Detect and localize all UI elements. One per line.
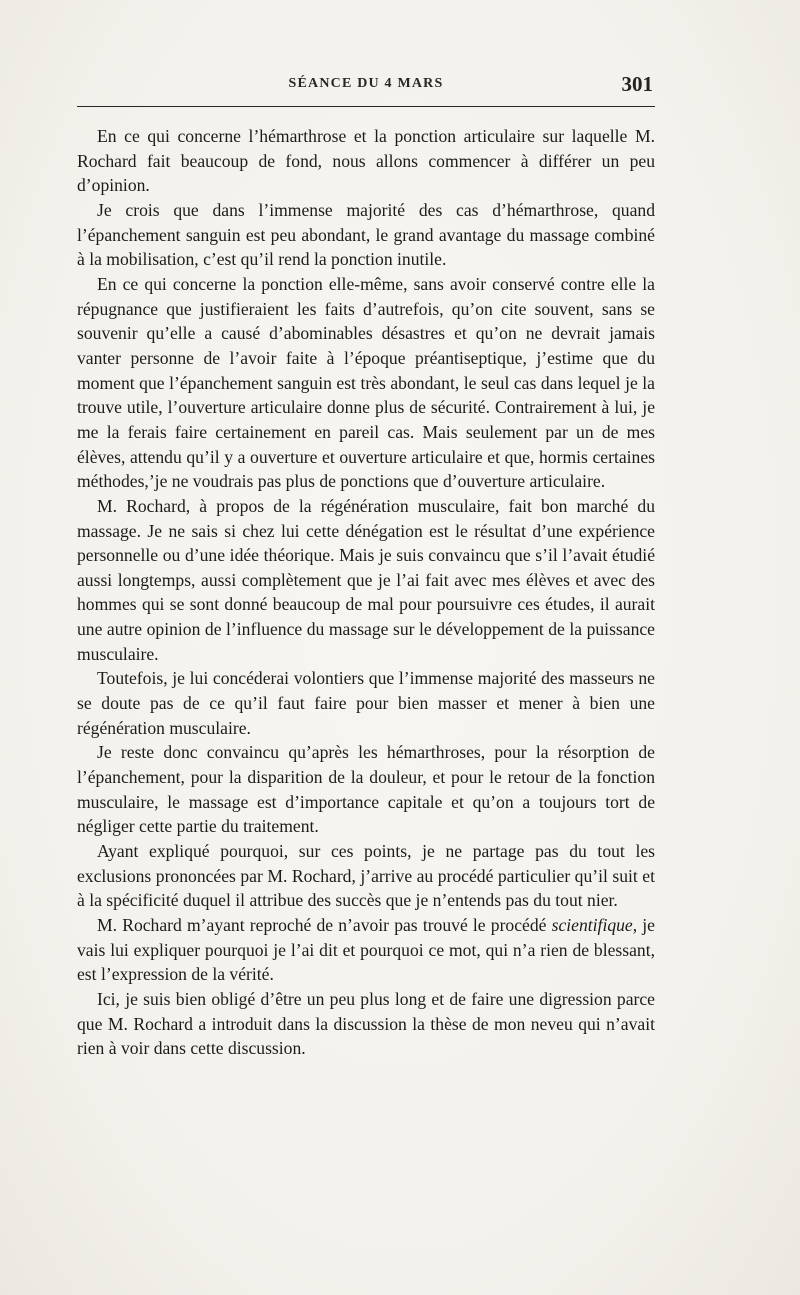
paragraph-8: [77, 913, 655, 987]
paragraph-6: Je reste donc convaincu qu’après les hémarthroses, pour la résorption de l’épanchement, pour la disparition de la douleur, et pour le retour de la fonction musculaire, le massage est d’importance capitale et qu’on a toujours tort de négliger cette partie du traitement.: [77, 742, 655, 837]
paragraph-1: En ce qui concerne l’hémarthrose et la ponction articulaire sur laquelle M. Rochard fait beaucoup de fond, nous allons commencer à différer un peu d’opinion.: [77, 126, 655, 196]
paragraph-8-italic: scientifique: [551, 915, 633, 935]
paragraph-7: Ayant expliqué pourquoi, sur ces points, je ne partage pas du tout les exclusions prononcées par M. Rochard, j’arrive au procédé particulier qu’il suit et à la spécificité duquel il attribue des succès que je n’entends pas du tout nier.: [77, 841, 655, 911]
page-number: 301: [621, 72, 653, 96]
body-text: [77, 124, 655, 1061]
running-head: SÉANCE DU 4 MARS: [288, 76, 444, 91]
paragraph-8-end: , je vais lui expliquer pourquoi je l’ai dit et pourquoi ce mot, qui n’a rien de blessant, est l’expression de la vérité.: [77, 915, 655, 985]
paragraph-3: En ce qui concerne la ponction elle-même, sans avoir conservé contre elle la répugnance que justifieraient les faits d’autrefois, qu’on cite souvent, sans se souvenir qu’elle a causé d’abominables désastres et qu’on ne devrait jamais vanter personne de l’avoir faite à l’époque préantiseptique, j’estime que du moment que l’épanchement sanguin est très abondant, le seul cas dans lequel je la trouve utile, l’ouverture articulaire donne plus de sécurité. Contrairement à lui, je me la ferais faire certainement en pareil cas. Mais seulement par un de mes élèves, attendu qu’il y a ouverture et ouverture articulaire et que, hormis certaines méthodes,’je ne voudrais pas plus de ponctions que d’ouverture articulaire.: [77, 273, 655, 492]
paragraph-2: Je crois que dans l’immense majorité des cas d’hémarthrose, quand l’épanchement sanguin est peu abondant, le grand avantage du massage combiné à la mobilisation, c’est qu’il rend la ponction inutile.: [77, 199, 655, 270]
paragraph-5: Toutefois, je lui concéderai volontiers que l’immense majorité des masseurs ne se doute pas de ce qu’il faut faire pour bien masser et mener à bien une régénération musculaire.: [77, 668, 655, 738]
paragraph-4: M. Rochard, à propos de la régénération musculaire, fait bon marché du massage. Je ne sais si chez lui cette dénégation est le résultat d’une expérience personnelle ou d’une idée théorique. Mais je suis convaincu que s’il l’avait étudié aussi longtemps, aussi complètement que je l’ai fait avec mes élèves et avec des hommes qui se sont donné beaucoup de mal pour poursuivre ces études, il aurait une autre opinion de l’influence du massage sur le développement de la puissance musculaire.: [77, 495, 655, 664]
paragraph-8-start: M. Rochard m’ayant reproché de n’avoir pas trouvé le procédé: [97, 915, 552, 935]
header-rule: [77, 106, 655, 107]
paragraph-9: Ici, je suis bien obligé d’être un peu plus long et de faire une digression parce que M. Rochard a introduit dans la discussion la thèse de mon neveu qui n’avait rien à voir dans cette discussion.: [77, 988, 655, 1059]
page-header: [77, 72, 655, 100]
